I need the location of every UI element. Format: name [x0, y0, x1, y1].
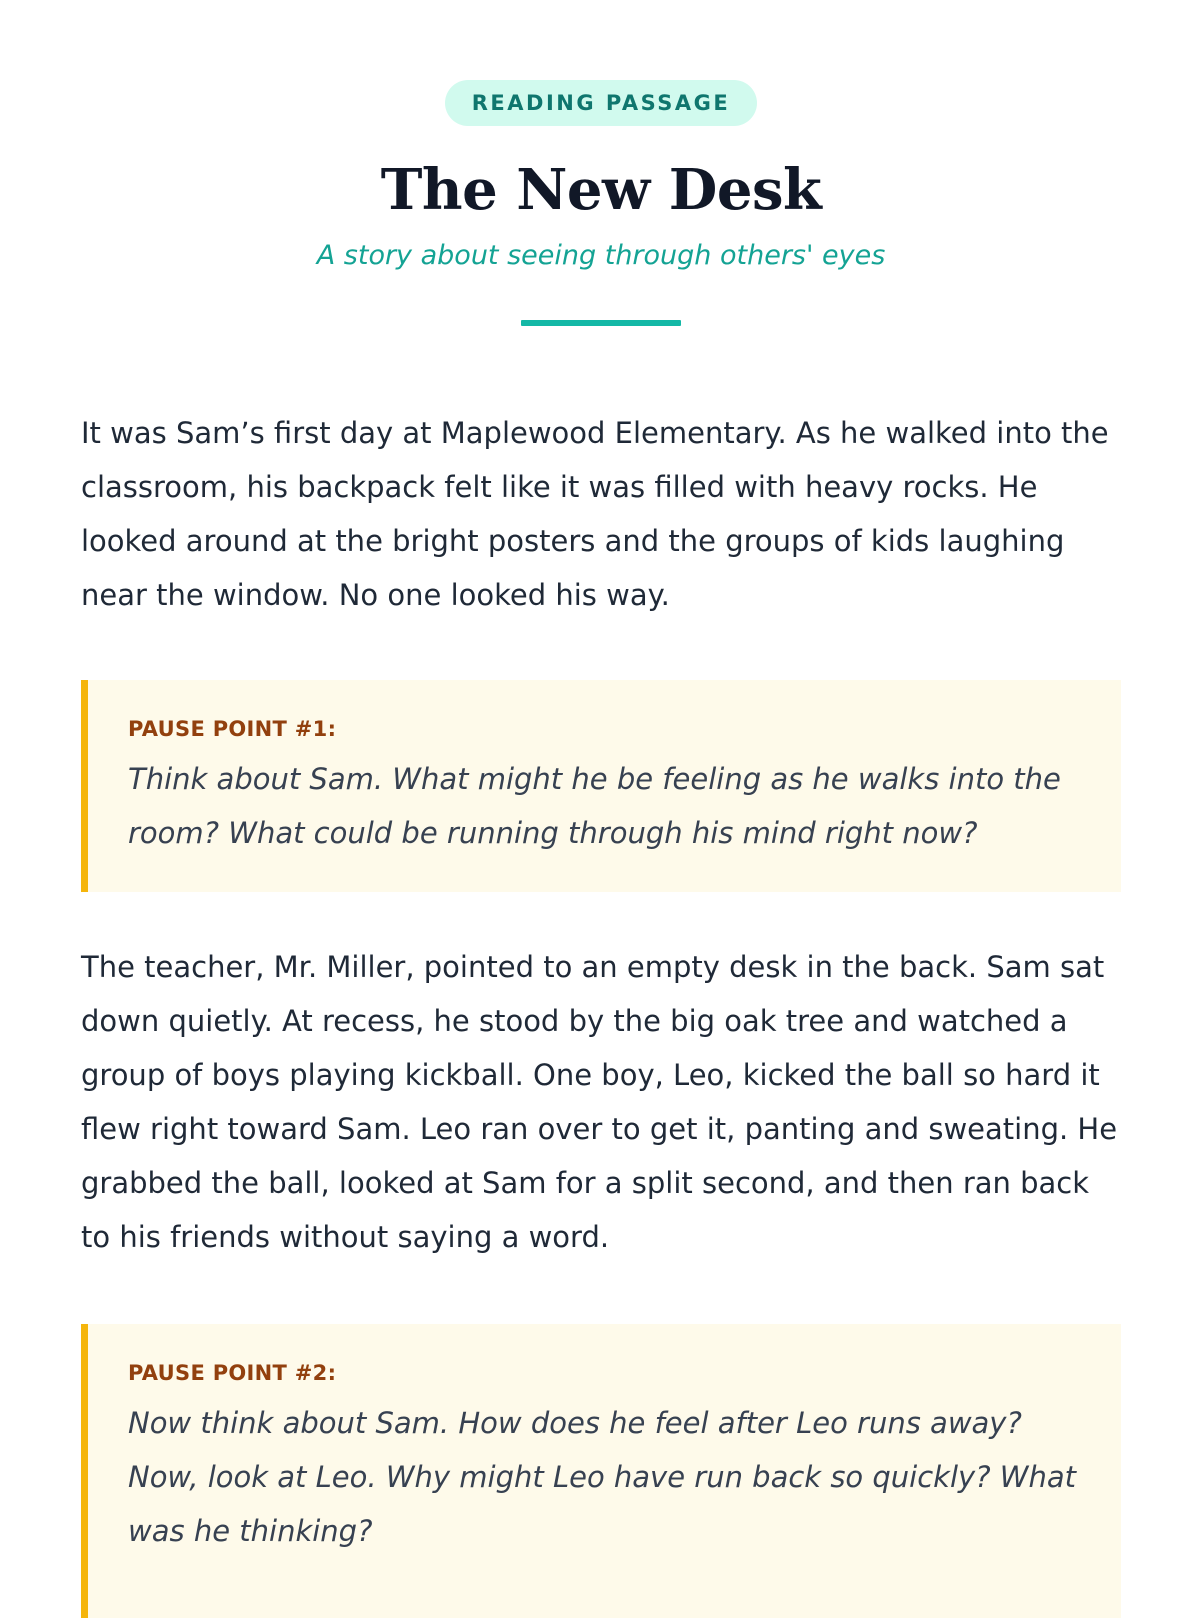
reading-passage-page: [81, 0, 1121, 1618]
pause-point-1: [81, 680, 1121, 892]
story-paragraph-1: It was Sam’s first day at Maplewood Elementary. As he walked into the classroom, his backpack felt like it was filled with heavy rocks. He looked around at the bright posters and the groups of kids laughing near the window. No one looked his way.: [81, 416, 1109, 612]
page-title: The New Desk: [380, 157, 822, 223]
story-paragraph-2: The teacher, Mr. Miller, pointed to an empty desk in the back. Sam sat down quietly. At recess, he stood by the big oak tree and watched a group of boys playing kickball. One boy, Leo, kicked the ball so hard it flew right toward Sam. Leo ran over to get it, panting and sweating. He grabbed the ball, looked at Sam for a split second, and then ran back to his friends without saying a word.: [81, 950, 1118, 1254]
divider: [521, 320, 681, 326]
page-subtitle: A story about seeing through others' eyes: [316, 240, 886, 271]
pause-point-question: Now think about Sam. How does he feel after Leo runs away? Now, look at Leo. Why might Leo have run back so quickly? What was he thinking?: [128, 1406, 1076, 1548]
reading-passage-badge: READING PASSAGE: [445, 80, 758, 126]
pause-point-question: Think about Sam. What might he be feeling as he walks into the room? What could be running through his mind right now?: [128, 762, 1061, 850]
passage-header: [81, 0, 1121, 326]
pause-point-label: PAUSE POINT #1:: [128, 717, 337, 741]
pause-point-label: PAUSE POINT #2:: [128, 1361, 337, 1385]
pause-point-2: [81, 1324, 1121, 1618]
